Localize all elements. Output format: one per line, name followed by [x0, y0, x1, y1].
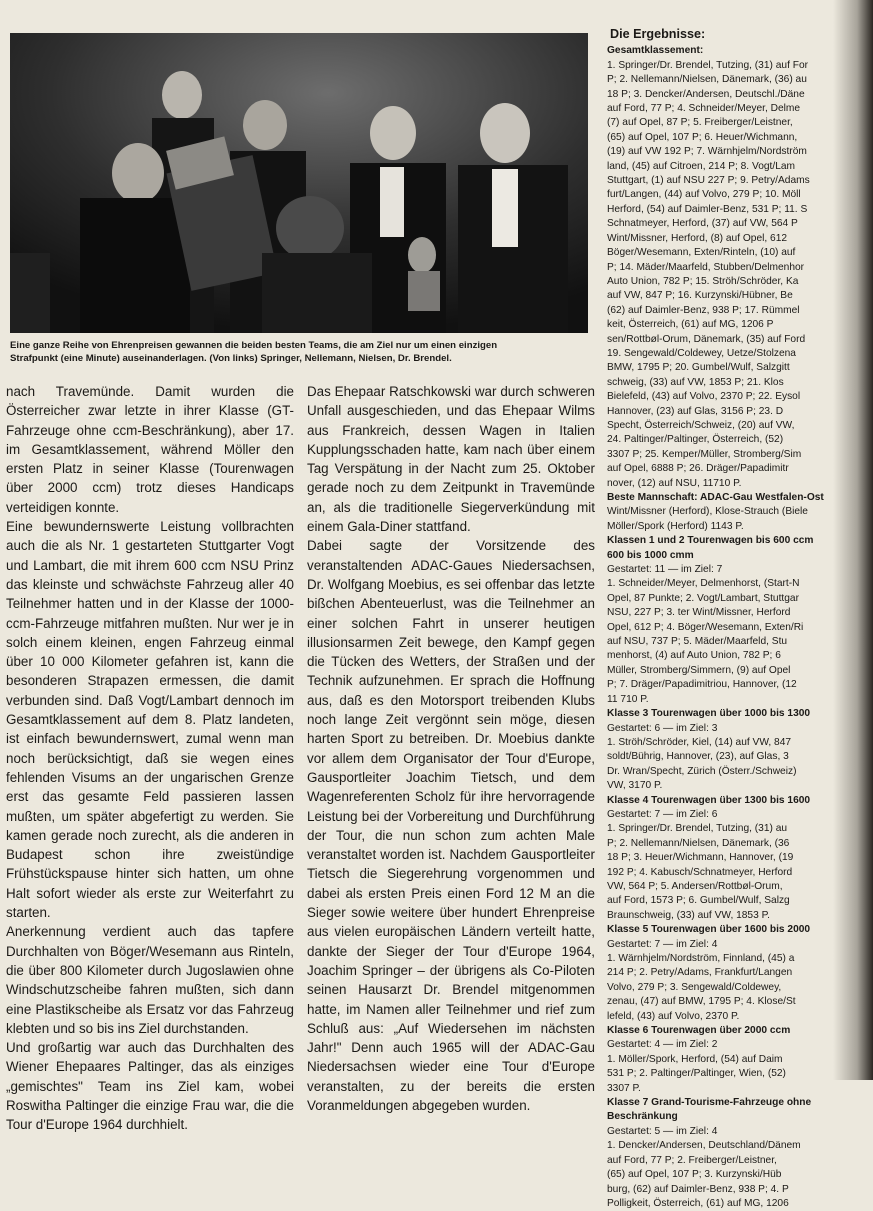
results-line: Möller/Spork (Herford) 1143 P.	[607, 520, 744, 532]
results-line: (62) auf Daimler-Benz, 938 P; 17. Rümmel	[607, 304, 800, 316]
results-line: zenau, (47) auf BMW, 1795 P; 4. Klose/St	[607, 996, 796, 1008]
results-line: lefeld, (43) auf Volvo, 2370 P.	[607, 1010, 740, 1022]
results-line: Volvo, 279 P; 3. Sengewald/Coldewey,	[607, 981, 782, 993]
results-line: (7) auf Opel, 87 P; 5. Freiberger/Leistner,	[607, 117, 793, 129]
results-line: Gestartet: 11 — im Ziel: 7	[607, 564, 723, 576]
results-line: auf VW, 847 P; 16. Kurzynski/Hübner, Be	[607, 290, 793, 302]
results-line: Hannover, (23) auf Glas, 3156 P; 23. D	[607, 405, 784, 417]
results-line: (65) auf Opel, 107 P; 3. Kurzynski/Hüb	[607, 1169, 782, 1181]
results-line: Stuttgart, (1) auf NSU 227 P; 9. Petry/Adams	[607, 175, 810, 187]
results-line: 1. Schneider/Meyer, Delmenhorst, (Start-N	[607, 578, 800, 590]
results-line: Gestartet: 4 — im Ziel: 2	[607, 1039, 718, 1051]
results-line: Gestartet: 7 — im Ziel: 4	[607, 938, 718, 950]
results-line: keit, Österreich, (61) auf MG, 1206 P	[607, 319, 774, 331]
results-line: 24. Paltinger/Paltinger, Österreich, (52)	[607, 434, 784, 446]
results-line: Böger/Wesemann, Exten/Rinteln, (10) auf	[607, 247, 796, 259]
results-line: burg, (62) auf Daimler-Benz, 938 P; 4. P	[607, 1183, 789, 1195]
results-line: Gestartet: 5 — im Ziel: 4	[607, 1125, 718, 1137]
results-line: P; 14. Mäder/Maarfeld, Stubben/Delmenhor	[607, 261, 805, 273]
results-line: Opel, 612 P; 4. Böger/Wesemann, Exten/Ri	[607, 621, 804, 633]
results-line: 1. Springer/Dr. Brendel, Tutzing, (31) au	[607, 823, 788, 835]
results-line: 1. Dencker/Andersen, Deutschland/Dänem	[607, 1140, 801, 1152]
results-line: 1. Wärnhjelm/Nordström, Finnland, (45) a	[607, 953, 795, 964]
article-paragraph: Anerkennung verdient auch das tapfere Durchhalten von Böger/Wesemann aus Rinteln, die über 800 Kilometer durch Jugoslawien ohne Windschutzscheibe fahren mußten, sich dann eine Plastikscheibe als Ersatz vor das Fahrzeug klebten und so bis ins Ziel durchstanden.	[6, 924, 294, 1036]
results-line: (65) auf Opel, 107 P; 6. Heuer/Wichmann,	[607, 131, 798, 143]
results-line: auf Ford, 77 P; 2. Freiberger/Leistner,	[607, 1154, 777, 1166]
results-line: Polligkeit, Österreich, (61) auf MG, 1206	[607, 1197, 789, 1209]
results-heading: 600 bis 1000 cmm	[607, 549, 694, 561]
results-line: 1. Möller/Spork, Herford, (54) auf Daim	[607, 1053, 783, 1065]
results-heading: Klasse 5 Tourenwagen über 1600 bis 2000	[607, 924, 811, 936]
results-line: Dr. Wran/Specht, Zürich (Österr./Schweiz)	[607, 765, 797, 777]
results-line: auf Ford, 1573 P; 6. Gumbel/Wulf, Salzg	[607, 895, 790, 907]
results-line: Auto Union, 782 P; 15. Ströh/Schröder, Ka	[607, 275, 799, 287]
results-line: Wint/Missner, Herford, (8) auf Opel, 612	[607, 232, 788, 244]
results-line: (19) auf VW 192 P; 7. Wärnhjelm/Nordström	[607, 146, 807, 158]
article-paragraph: nach Travemünde. Damit wurden die Österreicher zwar letzte in ihrer Klasse (GT-Fahrzeuge ohne ccm-Beschränkung), aber 17. im Gesamtklassement, während Möller den ersten Platz in seiner Klasse (Tourenwagen über 2000 ccm) trotz dieses Handicaps verteidigen konnte.	[6, 384, 294, 515]
results-heading: Klasse 4 Tourenwagen über 1300 bis 1600	[607, 794, 811, 806]
results-line: auf Ford, 77 P; 4. Schneider/Meyer, Delme	[607, 103, 801, 115]
results-line: 11 710 P.	[607, 693, 649, 705]
results-line: 214 P; 2. Petry/Adams, Frankfurt/Langen	[607, 967, 793, 979]
article-photo	[10, 33, 588, 333]
results-line: land, (45) auf Citroen, 214 P; 8. Vogt/Lam	[607, 160, 796, 172]
results-line: Bielefeld, (43) auf Volvo, 2370 P; 22. Eysol	[607, 391, 801, 403]
results-line: Opel, 87 Punkte; 2. Vogt/Lambart, Stuttgar	[607, 592, 799, 604]
results-line: auf NSU, 737 P; 5. Mäder/Maarfeld, Stu	[607, 636, 788, 648]
results-heading: Beste Mannschaft: ADAC-Gau Westfalen-Ost	[607, 492, 824, 503]
results-line: Müller, Stromberg/Simmern, (9) auf Opel	[607, 664, 791, 676]
results-line: Braunschweig, (33) auf VW, 1853 P.	[607, 909, 770, 921]
results-line: 3307 P.	[607, 1082, 641, 1094]
article-paragraph: Das Ehepaar Ratschkowski war durch schweren Unfall ausgeschieden, und das Ehepaar Wilms aus Frankreich, dessen Wagen in Italien Kupplungsschaden hatte, kam nach über einem Tag Verspätung in der Nacht zum 25. Oktober gerade noch zu dem Zeitpunkt in Travemünde an, als die traditionelle Siegerverkündung mit einem Gala-Diner stattfand.	[307, 384, 595, 535]
results-line: 18 P; 3. Dencker/Andersen, Deutschl./Däne	[607, 88, 805, 100]
results-line: Specht, Österreich/Schweiz, (20) auf VW,	[607, 419, 795, 431]
results-line: BMW, 1795 P; 20. Gumbel/Wulf, Salzgitt	[607, 362, 790, 374]
results-line: 3307 P; 25. Kemper/Müller, Stromberg/Sim	[607, 448, 802, 460]
results-heading: Klasse 6 Tourenwagen über 2000 ccm	[607, 1025, 791, 1037]
results-title: Die Ergebnisse:	[610, 27, 706, 41]
results-line: sen/Rottbøl-Orum, Dänemark, (35) auf Ford	[607, 333, 806, 345]
results-line: furt/Langen, (44) auf Volvo, 279 P; 10. Möll	[607, 189, 801, 201]
article-paragraph: Und großartig war auch das Durchhalten des Wiener Ehepaares Paltinger, das als einziges „gemischtes" Team ins Ziel kam, wobei Roswitha Paltinger die einzige Frau war, die die Tour d'Europe 1964 durchhielt.	[6, 1040, 294, 1133]
photo-caption: Eine ganze Reihe von Ehrenpreisen gewannen die beiden besten Teams, die am Ziel nur um einen einzigen Strafpunkt (eine Minute) auseinanderlagen. (Von links) Springer, Nellemann, Nielsen, Dr. Brendel.	[10, 340, 498, 364]
results-line: Herford, (54) auf Daimler-Benz, 531 P; 11. S	[607, 203, 808, 215]
results-list	[607, 44, 873, 1211]
results-line: schweig, (33) auf VW, 1853 P; 21. Klos	[607, 376, 784, 388]
results-heading: Klasse 7 Grand-Tourisme-Fahrzeuge ohne	[607, 1097, 812, 1109]
results-line: Gestartet: 6 — im Ziel: 3	[607, 722, 718, 734]
results-line: 531 P; 2. Paltinger/Paltinger, Wien, (52)	[607, 1068, 786, 1080]
article-middle-column	[307, 382, 595, 1113]
results-line: 19. Sengewald/Coldewey, Uetze/Stolzena	[607, 347, 796, 359]
results-line: Wint/Missner (Herford), Klose-Strauch (Biele	[607, 506, 808, 518]
article-paragraph: Dabei sagte der Vorsitzende des veranstaltenden ADAC-Gaues Niedersachsen, Dr. Wolfgang Moebius, es sei offenbar das letzte bißchen Abenteuerlust, was die Teilnehmer an einer solchen Fahrt in unserer heutigen illusionsarmen Zeit bewege, den Kampf gegen die Tücken des Wetters, der Straßen und der Technik aufzunehmen. Er sprach die Hoffnung aus, daß es den Motorsport treibenden Klubs noch lange Zeit vergönnt sein möge, diesen harten Sport zu betreiben. Dr. Moebius dankte vor allem dem Organisator der Tour d'Europe, Gausportleiter Joachim Tietsch, und dem Wagenreferenten Scholz für ihre hervorragende Leistung bei der Vorbereitung und Durchführung der Tour, die nun schon zum achten Male veranstaltet worden ist. Nachdem Gausportleiter Tietsch die Siegerehrung vorgenommen und dabei als ersten Preis einen Ford 12 M an die Sieger sowie weitere über hundert Ehrenpreise aus vielen europäischen Ländern verteilt hatte, dankte der Sieger der Tour d'Europe 1964, Joachim Springer – der übrigens als Co-Piloten seinen Hausarzt Dr. Brendel mitgenommen hatte, im Namen aller Teilnehmer und rief zum Schluß aus: „Auf Wiedersehen im nächsten Jahr!" Denn auch 1965 will der ADAC-Gau Niedersachsen wieder eine Tour d'Europe veranstalten, zu der bereits die ersten Voranmeldungen abgegeben wurden.	[307, 538, 595, 1113]
results-line: nover, (12) auf NSU, 11710 P.	[607, 477, 742, 489]
results-line: P; 2. Nellemann/Nielsen, Dänemark, (36) au	[607, 74, 807, 86]
results-line: auf Opel, 6888 P; 26. Dräger/Papadimitr	[607, 463, 789, 475]
results-line: P; 7. Dräger/Papadimitriou, Hannover, (12	[607, 679, 797, 691]
results-line: 192 P; 4. Kabusch/Schnatmeyer, Herford	[607, 866, 793, 878]
article-left-column	[6, 382, 294, 1133]
results-heading: Beschränkung	[607, 1111, 678, 1123]
results-line: Schnatmeyer, Herford, (37) auf VW, 564 P	[607, 218, 798, 230]
results-heading: Klasse 3 Tourenwagen über 1000 bis 1300	[607, 708, 811, 720]
results-line: 18 P; 3. Heuer/Wichmann, Hannover, (19	[607, 852, 794, 864]
results-line: Gestartet: 7 — im Ziel: 6	[607, 808, 718, 820]
results-line: P; 2. Nellemann/Nielsen, Dänemark, (36	[607, 837, 790, 849]
results-line: VW, 3170 P.	[607, 780, 663, 792]
results-heading: Gesamtklassement:	[607, 45, 704, 57]
results-line: NSU, 227 P; 3. ter Wint/Missner, Herford	[607, 607, 791, 619]
results-line: 1. Springer/Dr. Brendel, Tutzing, (31) auf For	[607, 59, 809, 71]
results-line: VW, 564 P; 5. Andersen/Rottbøl-Orum,	[607, 880, 783, 892]
results-line: menhorst, (4) auf Auto Union, 782 P; 6	[607, 650, 781, 662]
results-line: 1. Ströh/Schröder, Kiel, (14) auf VW, 847	[607, 736, 792, 748]
article-paragraph: Eine bewundernswerte Leistung vollbrachten auch die als Nr. 1 gestarteten Stuttgarter Vogt und Lambart, die mit ihrem 600 ccm NSU Prinz das kleinste und schwächste Fahrzeug aller 40 Teilnehmer hatten und in der Klasse der 1000-ccm-Fahrzeuge mitfahren mußten. Nur wer je in solch einem kleinen, engen Fahrzeug einmal über 10 000 Kilometer gefahren ist, kann die besonderen Strapazen ermessen, die damit verbunden sind. Daß Vogt/Lambart dennoch im Gesamtklassement auf dem 8. Platz landeten, ist einfach bewundernswert, zumal wenn man noch berücksichtigt, daß sie wegen eines fehlenden Visums an der ungarischen Grenze erst das gesamte Feld passieren lassen mußten, um später abgefertigt zu werden. Sie kamen gerade noch zurecht, als die anderen in Budapest schon ihre zweistündige Frühstückspause hinter sich hatten, um ohne Halt sofort wieder als erste zur Weiterfahrt zu starten.	[6, 519, 294, 921]
results-line: soldt/Bührig, Hannover, (23), auf Glas, 3	[607, 751, 789, 763]
results-heading: Klassen 1 und 2 Tourenwagen bis 600 ccm	[607, 535, 814, 547]
results-column	[607, 27, 873, 1209]
